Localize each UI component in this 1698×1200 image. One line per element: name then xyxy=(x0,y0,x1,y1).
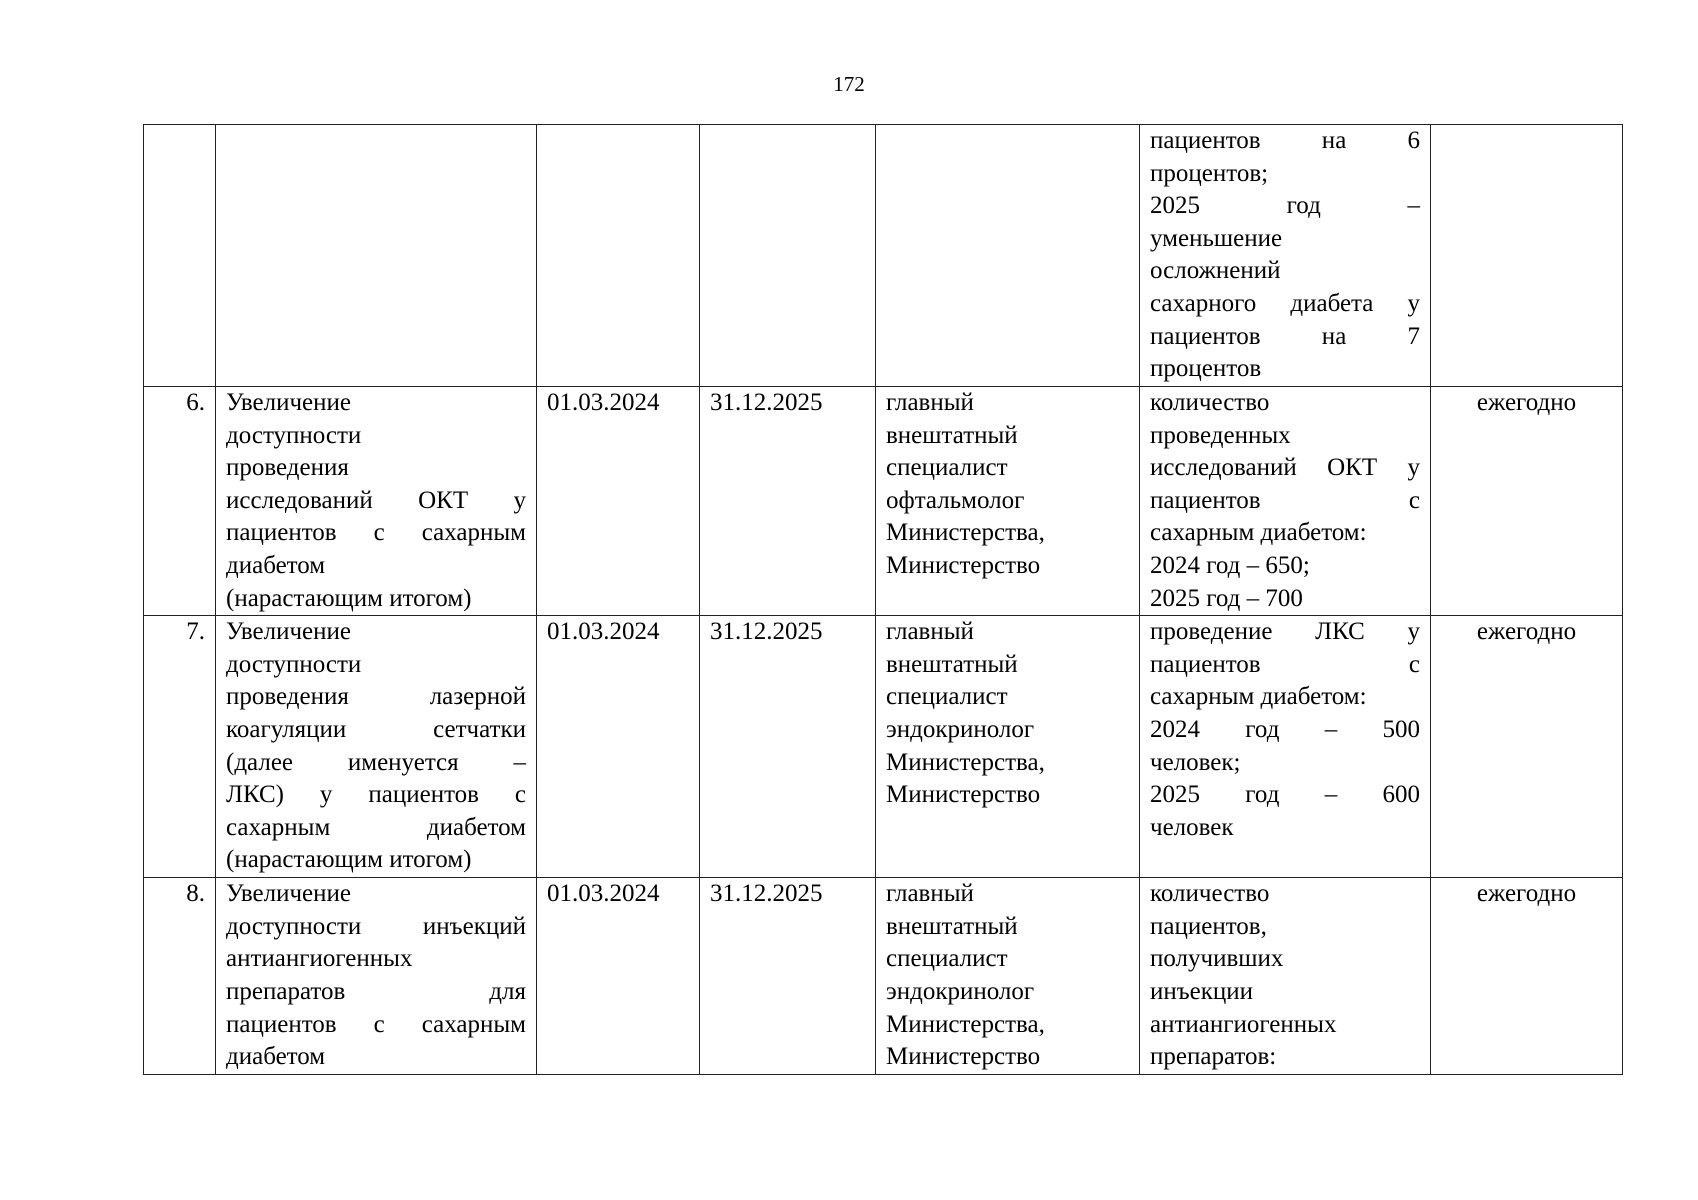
responsible-line: главный xyxy=(886,618,974,646)
frequency-cell: ежегодно xyxy=(1431,878,1623,1075)
start-date-cell: 01.03.2024 xyxy=(537,616,700,878)
end-date-cell xyxy=(700,125,876,387)
table-body xyxy=(144,125,1623,1075)
activity-line: диабетом xyxy=(226,1043,326,1071)
frequency-cell: ежегодно xyxy=(1431,387,1623,616)
start-date-cell: 01.03.2024 xyxy=(537,878,700,1075)
activity-line: диабетом xyxy=(226,551,326,579)
activity-line: ЛКС) у пациентов с xyxy=(226,781,526,809)
activity-line: пациентов с сахарным xyxy=(226,519,526,547)
row-number-cell: 8. xyxy=(144,878,216,1075)
activity-line: пациентов с сахарным xyxy=(226,1010,526,1038)
frequency-cell: ежегодно xyxy=(1431,616,1623,878)
indicator-line: человек; xyxy=(1150,748,1241,776)
activity-line: доступности инъекций xyxy=(226,912,526,940)
responsible-cell xyxy=(876,878,1140,1075)
activity-line: препаратов для xyxy=(226,977,526,1005)
responsible-line: внештатный xyxy=(886,421,1018,449)
indicator-line: человек xyxy=(1150,813,1234,841)
activity-line: проведения xyxy=(226,454,349,482)
responsible-line: главный xyxy=(886,389,974,416)
page-number: 172 xyxy=(833,72,865,96)
measures-table xyxy=(143,124,1623,1075)
indicator-line: 2025 год – 600 xyxy=(1150,781,1420,809)
activity-line: Увеличение xyxy=(226,880,352,908)
responsible-cell xyxy=(876,125,1140,387)
activity-cell xyxy=(216,616,537,878)
responsible-line: Министерство xyxy=(886,781,1041,809)
responsible-line: Министерство xyxy=(886,1043,1041,1071)
activity-line: доступности xyxy=(226,650,362,678)
indicator-line: 2025 год – 700 xyxy=(1150,584,1303,612)
end-date-cell: 31.12.2025 xyxy=(700,387,876,616)
responsible-line: Министерство xyxy=(886,551,1041,579)
activity-line: Увеличение xyxy=(226,389,352,416)
indicator-line: пациентов на 6 xyxy=(1150,127,1420,154)
indicator-line: процентов xyxy=(1150,355,1262,383)
responsible-line: специалист xyxy=(886,454,1008,482)
responsible-line: эндокринолог xyxy=(886,977,1035,1005)
activity-line: доступности xyxy=(226,421,362,449)
start-date-cell xyxy=(537,125,700,387)
indicator-line: пациентов на 7 xyxy=(1150,322,1420,350)
indicator-line: антиангиогенных xyxy=(1150,1010,1337,1038)
table-row xyxy=(144,878,1623,1075)
indicator-line: осложнений xyxy=(1150,257,1281,285)
activity-cell xyxy=(216,125,537,387)
indicator-line: процентов; xyxy=(1150,159,1269,187)
indicator-cell xyxy=(1140,878,1431,1075)
start-date-cell: 01.03.2024 xyxy=(537,387,700,616)
responsible-line: Министерства, xyxy=(886,1010,1045,1038)
activity-line: (далее именуется – xyxy=(226,748,526,776)
table-row xyxy=(144,387,1623,616)
responsible-line: внештатный xyxy=(886,650,1018,678)
end-date-cell: 31.12.2025 xyxy=(700,616,876,878)
row-number-cell: 6. xyxy=(144,387,216,616)
indicator-line: уменьшение xyxy=(1150,224,1283,252)
activity-cell xyxy=(216,878,537,1075)
activity-line: Увеличение xyxy=(226,618,352,646)
responsible-line: офтальмолог xyxy=(886,486,1025,514)
responsible-line: специалист xyxy=(886,683,1008,711)
indicator-line: исследований ОКТ у xyxy=(1150,454,1420,482)
indicator-line: инъекции xyxy=(1150,977,1254,1005)
indicator-line: сахарным диабетом: xyxy=(1150,683,1367,711)
indicator-line: 2025 год – xyxy=(1150,192,1420,220)
activity-line: исследований ОКТ у xyxy=(226,486,526,514)
indicator-line: сахарного диабета у xyxy=(1150,289,1420,317)
indicator-line: препаратов: xyxy=(1150,1043,1277,1071)
table-row xyxy=(144,125,1623,387)
indicator-line: проведение ЛКС у xyxy=(1150,618,1420,646)
responsible-line: Министерства, xyxy=(886,519,1045,547)
activity-line: коагуляции сетчатки xyxy=(226,715,526,743)
row-number-cell: 7. xyxy=(144,616,216,878)
frequency-cell xyxy=(1431,125,1623,387)
indicator-line: количество xyxy=(1150,389,1270,416)
responsible-cell xyxy=(876,387,1140,616)
indicator-line: 2024 год – 650; xyxy=(1150,551,1310,579)
activity-line: (нарастающим итогом) xyxy=(226,584,472,612)
activity-line: (нарастающим итогом) xyxy=(226,846,472,874)
indicator-line: получивших xyxy=(1150,945,1284,973)
responsible-cell xyxy=(876,616,1140,878)
activity-line: проведения лазерной xyxy=(226,683,526,711)
responsible-line: специалист xyxy=(886,945,1008,973)
table-row xyxy=(144,616,1623,878)
indicator-cell xyxy=(1140,125,1431,387)
row-number-cell xyxy=(144,125,216,387)
indicator-line: количество xyxy=(1150,880,1270,908)
activity-line: сахарным диабетом xyxy=(226,813,526,841)
indicator-line: 2024 год – 500 xyxy=(1150,715,1420,743)
indicator-cell xyxy=(1140,387,1431,616)
indicator-line: пациентов с xyxy=(1150,486,1420,514)
indicator-line: пациентов с xyxy=(1150,650,1420,678)
indicator-line: проведенных xyxy=(1150,421,1291,449)
indicator-cell xyxy=(1140,616,1431,878)
end-date-cell: 31.12.2025 xyxy=(700,878,876,1075)
indicator-line: сахарным диабетом: xyxy=(1150,519,1367,547)
activity-line: антиангиогенных xyxy=(226,945,413,973)
responsible-line: Министерства, xyxy=(886,748,1045,776)
indicator-line: пациентов, xyxy=(1150,912,1267,940)
responsible-line: внештатный xyxy=(886,912,1018,940)
responsible-line: эндокринолог xyxy=(886,715,1035,743)
responsible-line: главный xyxy=(886,880,974,908)
activity-cell xyxy=(216,387,537,616)
